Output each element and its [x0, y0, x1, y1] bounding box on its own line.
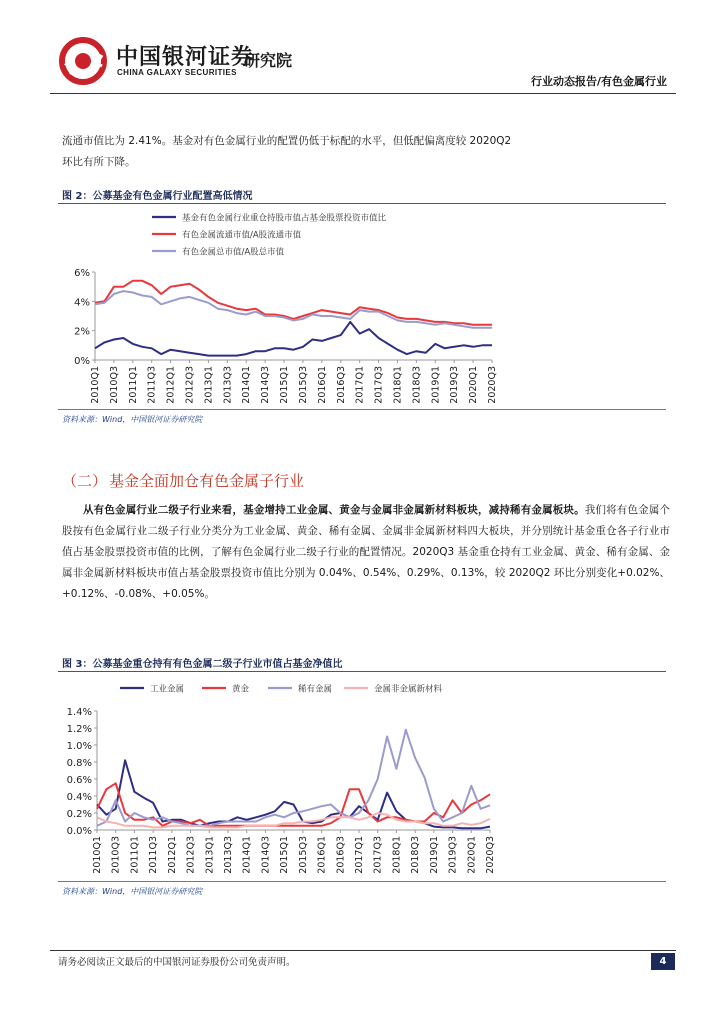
fig3-x-tick-label: 2017Q3	[372, 836, 384, 874]
fig3-x-tick-label: 2017Q1	[354, 836, 365, 874]
fig3-x-tick-label: 2019Q3	[447, 836, 459, 874]
fig2-legend-label-2: 有色金属总市值/A股总市值	[182, 247, 285, 258]
fig3-x-tick-label: 2011Q3	[148, 836, 160, 874]
fig2-x-tick-label: 2012Q1	[165, 366, 177, 404]
section-number: （二）	[62, 472, 108, 490]
fig3-legend-label-0: 工业金属	[150, 684, 185, 695]
fig2-x-tick-label: 2017Q3	[373, 366, 385, 404]
fig2-legend-label-1: 有色金属流通市值/A股流通市值	[182, 230, 302, 241]
fig2-y-tick-label: 0%	[74, 356, 90, 367]
figure-3-title: 图 3：公募基金重仓持有有色金属二级子行业市值占基金净值比	[62, 659, 343, 670]
brand-english-name: CHINA GALAXY SECURITIES	[117, 68, 237, 77]
fig2-x-tick-label: 2014Q3	[260, 366, 272, 404]
fig2-x-tick-label: 2018Q1	[392, 366, 404, 404]
fig3-x-tick-label: 2020Q1	[466, 836, 478, 874]
fig2-x-tick-label: 2010Q1	[90, 366, 101, 404]
fig2-x-tick-label: 2013Q1	[203, 366, 215, 404]
section-lead-sentence: 从有色金属行业二级子行业来看，基金增持工业金属、黄金与金属非金属新材料板块，减持稀有金属板块。	[83, 504, 585, 516]
fig3-x-tick-label: 2016Q1	[316, 836, 328, 874]
fig3-legend-label-2: 稀有金属	[298, 684, 333, 695]
fig2-series-line-0	[95, 322, 492, 356]
fig3-y-tick-label: 1.2%	[66, 724, 92, 735]
fig2-legend-label-0: 基金有色金属行业重仓持股市值占基金股票投资市值比	[182, 213, 387, 224]
fig2-x-tick-label: 2020Q3	[487, 366, 498, 404]
figure-3-source: 资料来源：Wind，中国银河证券研究院	[62, 887, 203, 896]
figure-2-title: 图 2：公募基金有色金属行业配置高低情况	[62, 191, 253, 202]
fig3-x-tick-label: 2011Q1	[129, 836, 141, 874]
fig2-x-tick-label: 2016Q1	[316, 366, 328, 404]
fig3-x-tick-label: 2015Q1	[279, 836, 291, 874]
fig3-y-tick-label: 0.0%	[66, 826, 92, 837]
fig2-x-tick-label: 2013Q3	[222, 366, 234, 404]
fig2-y-tick-label: 6%	[74, 268, 90, 279]
fig3-x-tick-label: 2010Q3	[110, 836, 122, 874]
section-body-text: 我们将有色金属个股按有色金属行业二级子行业分类分为工业金属、黄金、稀有金属、金属非金属新材料四大板块，并分别统计基金重仓各子行业市值占基金股票投资市值的比例，了解有色金属行业二级子行业的配置情况。2020Q3 基金重仓持有工业金属、黄金、稀有金属、金属非金属新材料板块市值占基金股票投资市值比分别为 0.04%、0.54%、0.29%、0.13%，较 2020Q2 环比分别变化+0.02%、+0.12%、-0.08%、+0.05%。	[62, 504, 671, 600]
fig2-x-tick-label: 2016Q3	[335, 366, 347, 404]
footer-divider	[50, 950, 676, 951]
fig2-series-line-1	[95, 281, 492, 325]
fig2-x-tick-label: 2015Q3	[297, 366, 309, 404]
fig2-y-tick-label: 2%	[74, 326, 90, 338]
fig2-x-tick-label: 2014Q1	[241, 366, 253, 404]
fig3-x-tick-label: 2013Q3	[223, 836, 234, 874]
report-type-label: 行业动态报告/有色金属行业	[530, 75, 667, 88]
fig2-x-tick-label: 2010Q3	[108, 366, 120, 404]
fig2-x-tick-label: 2011Q1	[127, 366, 139, 404]
figure-3-top-rule	[58, 671, 666, 672]
figure-3-bottom-rule	[58, 881, 666, 882]
fig3-x-tick-label: 2015Q3	[297, 836, 309, 874]
intro-paragraph	[62, 131, 670, 173]
fig3-x-tick-label: 2020Q3	[485, 836, 496, 874]
fig3-x-tick-label: 2010Q1	[92, 836, 103, 874]
fig3-y-tick-label: 0.4%	[66, 792, 92, 803]
galaxy-logo-icon	[58, 36, 108, 86]
footer-disclaimer: 请务必阅读正文最后的中国银河证券股份公司免责声明。	[58, 957, 296, 968]
intro-line-1: 流通市值比为 2.41%。基金对有色金属行业的配置仍低于标配的水平，但低配偏离度较 2020Q2	[62, 135, 512, 147]
brand-sub-label: 研究院	[244, 51, 293, 70]
fig3-legend-label-3: 金属非金属新材料	[374, 684, 443, 695]
fig2-x-tick-label: 2015Q1	[279, 366, 291, 404]
figure-2-source: 资料来源：Wind，中国银河证券研究院	[62, 415, 203, 424]
fig2-y-tick-label: 4%	[74, 297, 90, 309]
figure-2-chart	[58, 206, 666, 406]
fig3-x-tick-label: 2018Q1	[391, 836, 403, 874]
fig3-legend-label-1: 黄金	[232, 684, 250, 695]
figure-2-bottom-rule	[58, 409, 666, 410]
figure-2-top-rule	[58, 203, 666, 204]
fig2-x-tick-label: 2019Q1	[430, 366, 442, 404]
fig3-x-tick-label: 2012Q1	[166, 836, 178, 874]
section-title: 基金全面加仓有色金属子行业	[109, 472, 305, 490]
fig3-x-tick-label: 2019Q1	[428, 836, 440, 874]
page-number: 4	[651, 953, 675, 970]
fig2-x-tick-label: 2017Q1	[354, 366, 366, 404]
figure-3-chart	[58, 674, 666, 878]
header-divider	[50, 93, 676, 94]
fig3-x-tick-label: 2018Q3	[410, 836, 422, 874]
fig3-x-tick-label: 2014Q3	[260, 836, 272, 874]
fig2-x-tick-label: 2020Q1	[468, 366, 480, 404]
fig3-y-tick-label: 0.2%	[66, 809, 92, 820]
fig3-y-tick-label: 0.6%	[66, 775, 92, 786]
fig2-x-tick-label: 2019Q3	[449, 366, 461, 404]
section-heading	[62, 470, 304, 491]
fig3-y-tick-label: 1.4%	[66, 707, 92, 718]
fig3-x-tick-label: 2012Q3	[185, 836, 197, 874]
fig3-x-tick-label: 2016Q3	[335, 836, 347, 874]
fig3-y-tick-label: 1.0%	[66, 741, 92, 752]
fig3-x-tick-label: 2014Q1	[241, 836, 253, 874]
fig3-y-tick-label: 0.8%	[66, 758, 92, 769]
section-paragraph	[62, 500, 670, 605]
fig2-x-tick-label: 2018Q3	[411, 366, 423, 404]
fig3-series-line-2	[97, 730, 490, 826]
fig3-x-tick-label: 2013Q1	[204, 836, 216, 874]
fig2-x-tick-label: 2012Q3	[184, 366, 196, 404]
intro-line-2: 环比有所下降。	[62, 156, 136, 168]
fig2-x-tick-label: 2011Q3	[146, 366, 158, 404]
brand-name: 中国银河证券	[116, 45, 255, 70]
